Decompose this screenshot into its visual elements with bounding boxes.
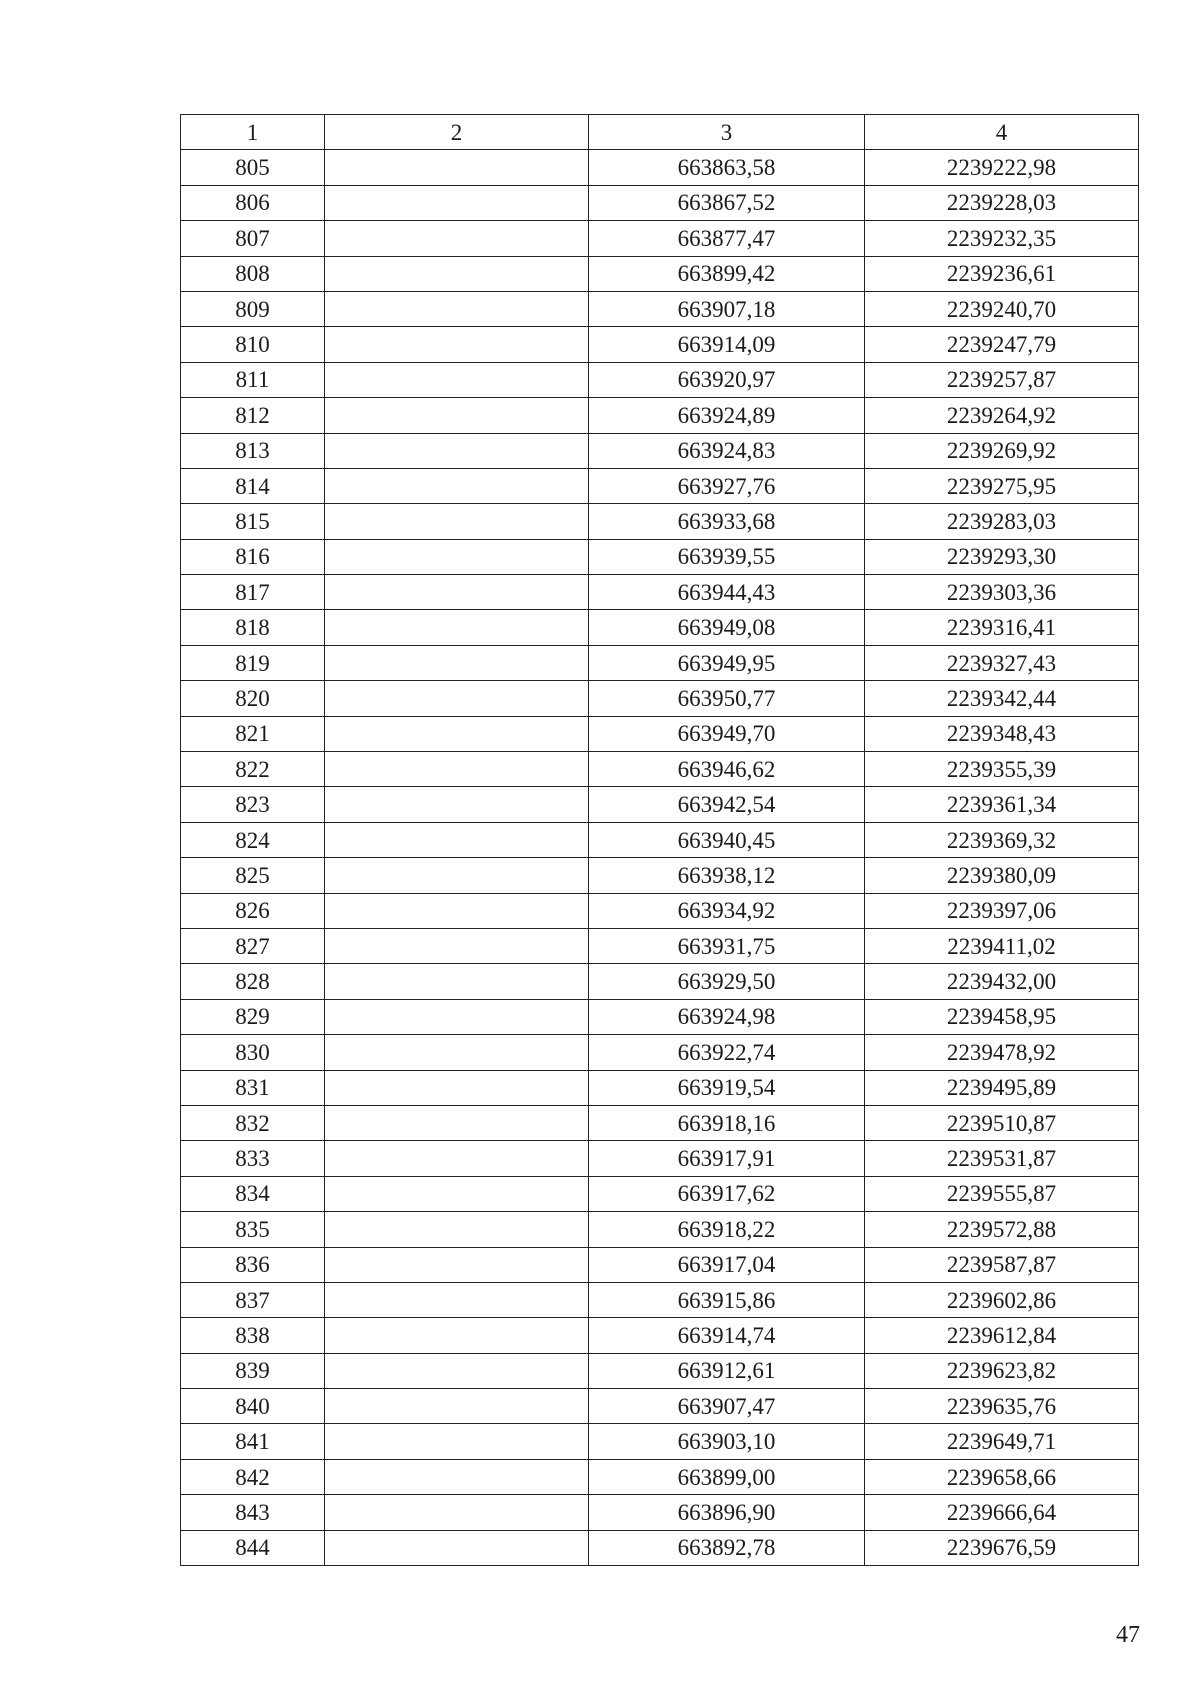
x-coordinate-cell: 663899,00 xyxy=(589,1459,865,1494)
table-row xyxy=(181,575,1139,610)
point-number-cell: 831 xyxy=(181,1070,325,1105)
table-row xyxy=(181,752,1139,787)
point-number-cell: 844 xyxy=(181,1530,325,1565)
empty-cell xyxy=(325,928,589,963)
x-coordinate-cell: 663917,04 xyxy=(589,1247,865,1282)
empty-cell xyxy=(325,1070,589,1105)
x-coordinate-cell: 663917,91 xyxy=(589,1141,865,1176)
table-row xyxy=(181,185,1139,220)
x-coordinate-cell: 663938,12 xyxy=(589,858,865,893)
empty-cell xyxy=(325,1176,589,1211)
empty-cell xyxy=(325,610,589,645)
table-row xyxy=(181,398,1139,433)
y-coordinate-cell: 2239342,44 xyxy=(865,681,1139,716)
table-row xyxy=(181,1389,1139,1424)
table-row xyxy=(181,256,1139,291)
y-coordinate-cell: 2239316,41 xyxy=(865,610,1139,645)
empty-cell xyxy=(325,1035,589,1070)
point-number-cell: 827 xyxy=(181,928,325,963)
y-coordinate-cell: 2239676,59 xyxy=(865,1530,1139,1565)
table-row xyxy=(181,291,1139,326)
point-number-cell: 826 xyxy=(181,893,325,928)
y-coordinate-cell: 2239555,87 xyxy=(865,1176,1139,1211)
table-row xyxy=(181,504,1139,539)
empty-cell xyxy=(325,1530,589,1565)
x-coordinate-cell: 663924,89 xyxy=(589,398,865,433)
y-coordinate-cell: 2239380,09 xyxy=(865,858,1139,893)
table-row xyxy=(181,928,1139,963)
y-coordinate-cell: 2239666,64 xyxy=(865,1495,1139,1530)
table-row xyxy=(181,1353,1139,1388)
x-coordinate-cell: 663942,54 xyxy=(589,787,865,822)
point-number-cell: 814 xyxy=(181,468,325,503)
y-coordinate-cell: 2239303,36 xyxy=(865,575,1139,610)
x-coordinate-cell: 663892,78 xyxy=(589,1530,865,1565)
table-row xyxy=(181,787,1139,822)
x-coordinate-cell: 663924,98 xyxy=(589,999,865,1034)
x-coordinate-cell: 663919,54 xyxy=(589,1070,865,1105)
x-coordinate-cell: 663907,47 xyxy=(589,1389,865,1424)
x-coordinate-cell: 663914,09 xyxy=(589,327,865,362)
y-coordinate-cell: 2239293,30 xyxy=(865,539,1139,574)
empty-cell xyxy=(325,681,589,716)
point-number-cell: 817 xyxy=(181,575,325,610)
empty-cell xyxy=(325,185,589,220)
table-row xyxy=(181,1035,1139,1070)
y-coordinate-cell: 2239257,87 xyxy=(865,362,1139,397)
y-coordinate-cell: 2239635,76 xyxy=(865,1389,1139,1424)
empty-cell xyxy=(325,645,589,680)
x-coordinate-cell: 663949,95 xyxy=(589,645,865,680)
y-coordinate-cell: 2239355,39 xyxy=(865,752,1139,787)
x-coordinate-cell: 663934,92 xyxy=(589,893,865,928)
point-number-cell: 837 xyxy=(181,1282,325,1317)
table-row xyxy=(181,1282,1139,1317)
empty-cell xyxy=(325,716,589,751)
table-row xyxy=(181,221,1139,256)
x-coordinate-cell: 663946,62 xyxy=(589,752,865,787)
point-number-cell: 843 xyxy=(181,1495,325,1530)
table-row xyxy=(181,1530,1139,1565)
empty-cell xyxy=(325,504,589,539)
point-number-cell: 816 xyxy=(181,539,325,574)
point-number-cell: 825 xyxy=(181,858,325,893)
x-coordinate-cell: 663907,18 xyxy=(589,291,865,326)
y-coordinate-cell: 2239478,92 xyxy=(865,1035,1139,1070)
x-coordinate-cell: 663940,45 xyxy=(589,822,865,857)
empty-cell xyxy=(325,893,589,928)
empty-cell xyxy=(325,575,589,610)
empty-cell xyxy=(325,256,589,291)
point-number-cell: 806 xyxy=(181,185,325,220)
y-coordinate-cell: 2239361,34 xyxy=(865,787,1139,822)
y-coordinate-cell: 2239236,61 xyxy=(865,256,1139,291)
x-coordinate-cell: 663924,83 xyxy=(589,433,865,468)
empty-cell xyxy=(325,468,589,503)
point-number-cell: 830 xyxy=(181,1035,325,1070)
y-coordinate-cell: 2239397,06 xyxy=(865,893,1139,928)
point-number-cell: 823 xyxy=(181,787,325,822)
empty-cell xyxy=(325,1495,589,1530)
table-row xyxy=(181,1247,1139,1282)
x-coordinate-cell: 663896,90 xyxy=(589,1495,865,1530)
coordinates-table xyxy=(180,114,1139,1566)
x-coordinate-cell: 663867,52 xyxy=(589,185,865,220)
empty-cell xyxy=(325,398,589,433)
y-coordinate-cell: 2239327,43 xyxy=(865,645,1139,680)
table-row xyxy=(181,681,1139,716)
y-coordinate-cell: 2239432,00 xyxy=(865,964,1139,999)
empty-cell xyxy=(325,1247,589,1282)
point-number-cell: 832 xyxy=(181,1105,325,1140)
point-number-cell: 829 xyxy=(181,999,325,1034)
header-row xyxy=(181,115,1139,150)
table-row xyxy=(181,822,1139,857)
header-cell-4: 4 xyxy=(865,115,1139,150)
y-coordinate-cell: 2239275,95 xyxy=(865,468,1139,503)
table-row xyxy=(181,539,1139,574)
table-row xyxy=(181,645,1139,680)
empty-cell xyxy=(325,1389,589,1424)
empty-cell xyxy=(325,1105,589,1140)
empty-cell xyxy=(325,787,589,822)
header-cell-3: 3 xyxy=(589,115,865,150)
y-coordinate-cell: 2239531,87 xyxy=(865,1141,1139,1176)
empty-cell xyxy=(325,752,589,787)
point-number-cell: 809 xyxy=(181,291,325,326)
x-coordinate-cell: 663877,47 xyxy=(589,221,865,256)
x-coordinate-cell: 663949,08 xyxy=(589,610,865,645)
empty-cell xyxy=(325,221,589,256)
empty-cell xyxy=(325,291,589,326)
table-row xyxy=(181,1212,1139,1247)
y-coordinate-cell: 2239458,95 xyxy=(865,999,1139,1034)
empty-cell xyxy=(325,1212,589,1247)
table-body xyxy=(181,150,1139,1566)
empty-cell xyxy=(325,1141,589,1176)
table-row xyxy=(181,362,1139,397)
x-coordinate-cell: 663927,76 xyxy=(589,468,865,503)
x-coordinate-cell: 663863,58 xyxy=(589,150,865,185)
page-number: 47 xyxy=(1116,1622,1140,1648)
table-row xyxy=(181,1176,1139,1211)
table-row xyxy=(181,468,1139,503)
table-row xyxy=(181,999,1139,1034)
x-coordinate-cell: 663912,61 xyxy=(589,1353,865,1388)
y-coordinate-cell: 2239264,92 xyxy=(865,398,1139,433)
empty-cell xyxy=(325,362,589,397)
empty-cell xyxy=(325,433,589,468)
y-coordinate-cell: 2239612,84 xyxy=(865,1318,1139,1353)
x-coordinate-cell: 663903,10 xyxy=(589,1424,865,1459)
x-coordinate-cell: 663944,43 xyxy=(589,575,865,610)
x-coordinate-cell: 663922,74 xyxy=(589,1035,865,1070)
point-number-cell: 841 xyxy=(181,1424,325,1459)
y-coordinate-cell: 2239411,02 xyxy=(865,928,1139,963)
y-coordinate-cell: 2239228,03 xyxy=(865,185,1139,220)
table-row xyxy=(181,1105,1139,1140)
empty-cell xyxy=(325,539,589,574)
x-coordinate-cell: 663939,55 xyxy=(589,539,865,574)
x-coordinate-cell: 663949,70 xyxy=(589,716,865,751)
header-cell-2: 2 xyxy=(325,115,589,150)
point-number-cell: 828 xyxy=(181,964,325,999)
y-coordinate-cell: 2239495,89 xyxy=(865,1070,1139,1105)
point-number-cell: 805 xyxy=(181,150,325,185)
y-coordinate-cell: 2239269,92 xyxy=(865,433,1139,468)
point-number-cell: 821 xyxy=(181,716,325,751)
point-number-cell: 834 xyxy=(181,1176,325,1211)
empty-cell xyxy=(325,327,589,362)
point-number-cell: 810 xyxy=(181,327,325,362)
point-number-cell: 820 xyxy=(181,681,325,716)
table-row xyxy=(181,1318,1139,1353)
table-row xyxy=(181,893,1139,928)
table-row xyxy=(181,150,1139,185)
x-coordinate-cell: 663933,68 xyxy=(589,504,865,539)
y-coordinate-cell: 2239369,32 xyxy=(865,822,1139,857)
point-number-cell: 824 xyxy=(181,822,325,857)
x-coordinate-cell: 663918,16 xyxy=(589,1105,865,1140)
point-number-cell: 819 xyxy=(181,645,325,680)
empty-cell xyxy=(325,964,589,999)
y-coordinate-cell: 2239348,43 xyxy=(865,716,1139,751)
y-coordinate-cell: 2239510,87 xyxy=(865,1105,1139,1140)
point-number-cell: 818 xyxy=(181,610,325,645)
table-row xyxy=(181,858,1139,893)
table-row xyxy=(181,964,1139,999)
point-number-cell: 811 xyxy=(181,362,325,397)
point-number-cell: 812 xyxy=(181,398,325,433)
table-row xyxy=(181,1424,1139,1459)
empty-cell xyxy=(325,1424,589,1459)
x-coordinate-cell: 663899,42 xyxy=(589,256,865,291)
empty-cell xyxy=(325,1353,589,1388)
x-coordinate-cell: 663931,75 xyxy=(589,928,865,963)
x-coordinate-cell: 663915,86 xyxy=(589,1282,865,1317)
y-coordinate-cell: 2239587,87 xyxy=(865,1247,1139,1282)
x-coordinate-cell: 663918,22 xyxy=(589,1212,865,1247)
point-number-cell: 842 xyxy=(181,1459,325,1494)
x-coordinate-cell: 663950,77 xyxy=(589,681,865,716)
empty-cell xyxy=(325,822,589,857)
y-coordinate-cell: 2239623,82 xyxy=(865,1353,1139,1388)
point-number-cell: 815 xyxy=(181,504,325,539)
x-coordinate-cell: 663920,97 xyxy=(589,362,865,397)
point-number-cell: 839 xyxy=(181,1353,325,1388)
point-number-cell: 813 xyxy=(181,433,325,468)
point-number-cell: 838 xyxy=(181,1318,325,1353)
point-number-cell: 836 xyxy=(181,1247,325,1282)
point-number-cell: 808 xyxy=(181,256,325,291)
empty-cell xyxy=(325,1459,589,1494)
y-coordinate-cell: 2239283,03 xyxy=(865,504,1139,539)
table-row xyxy=(181,433,1139,468)
y-coordinate-cell: 2239649,71 xyxy=(865,1424,1139,1459)
y-coordinate-cell: 2239240,70 xyxy=(865,291,1139,326)
empty-cell xyxy=(325,1282,589,1317)
point-number-cell: 833 xyxy=(181,1141,325,1176)
header-cell-1: 1 xyxy=(181,115,325,150)
point-number-cell: 822 xyxy=(181,752,325,787)
x-coordinate-cell: 663929,50 xyxy=(589,964,865,999)
x-coordinate-cell: 663914,74 xyxy=(589,1318,865,1353)
table-row xyxy=(181,327,1139,362)
y-coordinate-cell: 2239658,66 xyxy=(865,1459,1139,1494)
y-coordinate-cell: 2239222,98 xyxy=(865,150,1139,185)
table-row xyxy=(181,610,1139,645)
table-row xyxy=(181,716,1139,751)
point-number-cell: 835 xyxy=(181,1212,325,1247)
empty-cell xyxy=(325,999,589,1034)
y-coordinate-cell: 2239232,35 xyxy=(865,221,1139,256)
empty-cell xyxy=(325,1318,589,1353)
point-number-cell: 807 xyxy=(181,221,325,256)
y-coordinate-cell: 2239602,86 xyxy=(865,1282,1139,1317)
table-row xyxy=(181,1141,1139,1176)
empty-cell xyxy=(325,858,589,893)
empty-cell xyxy=(325,150,589,185)
y-coordinate-cell: 2239247,79 xyxy=(865,327,1139,362)
y-coordinate-cell: 2239572,88 xyxy=(865,1212,1139,1247)
point-number-cell: 840 xyxy=(181,1389,325,1424)
table-row xyxy=(181,1070,1139,1105)
x-coordinate-cell: 663917,62 xyxy=(589,1176,865,1211)
table-row xyxy=(181,1459,1139,1494)
table-row xyxy=(181,1495,1139,1530)
